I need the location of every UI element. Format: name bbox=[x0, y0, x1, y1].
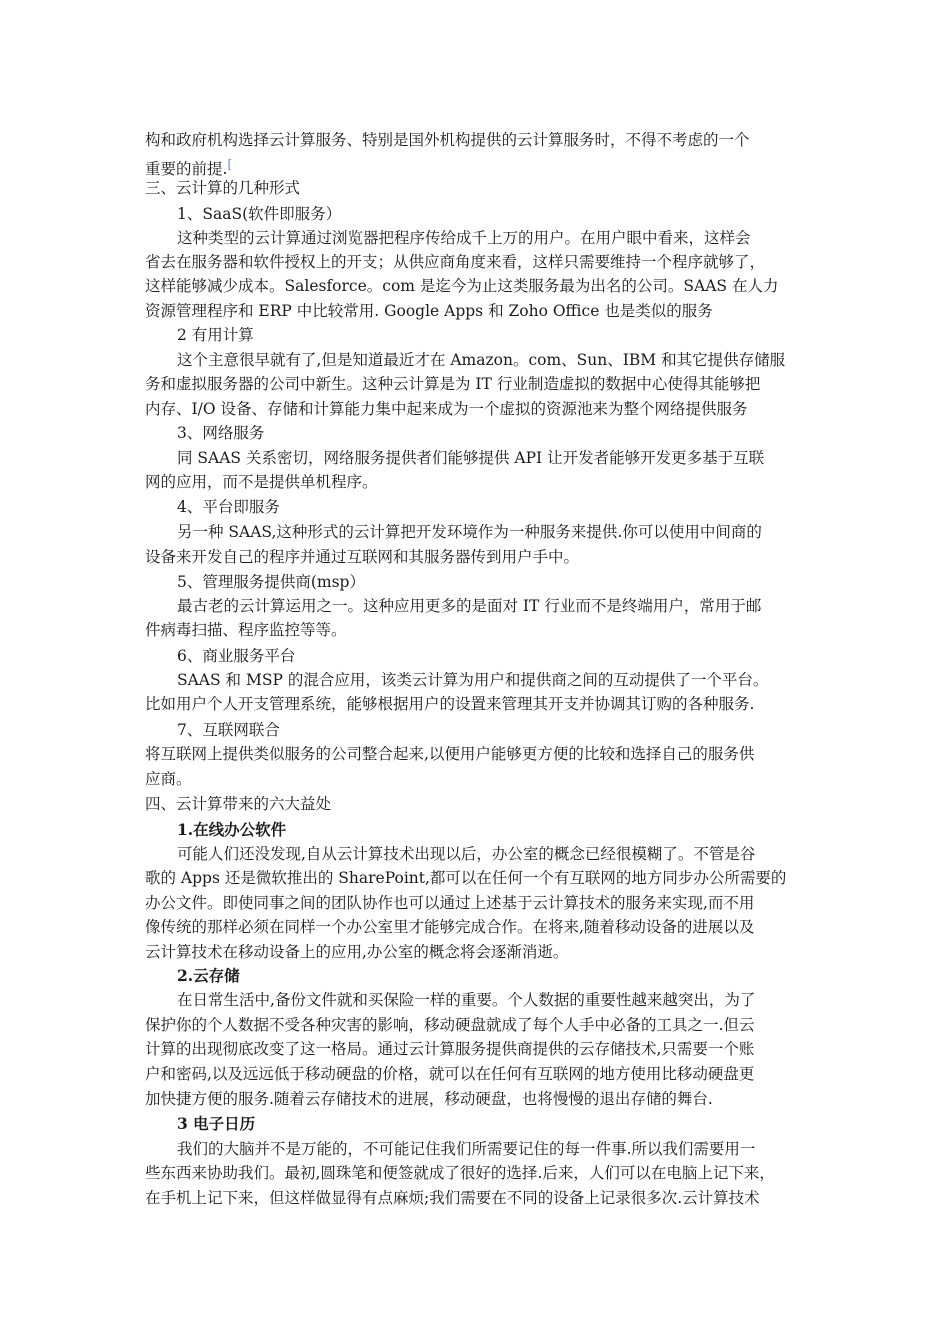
text-line bbox=[177, 668, 768, 692]
line-text: 构和政府机构选择云计算服务、特别是国外机构提供的云计算服务时，不得不考虑的一个 bbox=[145, 131, 750, 149]
section-heading bbox=[177, 818, 286, 842]
line-text: 务和虚拟服务器的公司中新生。这种云计算是为 IT 行业制造虚拟的数据中心使得其能够把 bbox=[145, 375, 761, 393]
line-text: 内存、I/O 设备、存储和计算能力集中起来成为一个虚拟的资源池来为整个网络提供服务 bbox=[145, 400, 748, 418]
line-text: 云计算技术在移动设备上的应用,办公室的概念将会逐渐消逝。 bbox=[145, 943, 569, 961]
line-text: 这种类型的云计算通过浏览器把程序传给成千上万的用户。在用户眼中看来，这样会 bbox=[177, 229, 751, 247]
reference-mark: [ bbox=[227, 157, 233, 171]
text-line bbox=[177, 842, 755, 866]
text-line bbox=[177, 348, 785, 372]
text-line bbox=[145, 372, 760, 396]
line-text: 像传统的那样必须在同样一个办公室里才能够完成合作。在将来,随着移动设备的进展以及 bbox=[145, 918, 755, 936]
line-text: 7、互联网联合 bbox=[177, 721, 280, 739]
line-text: 这样能够减少成本。Salesforce。com 是迄今为止这类服务最为出名的公司。SAAS 在人力 bbox=[145, 277, 779, 295]
text-line bbox=[145, 274, 778, 298]
line-text: 保护你的个人数据不受各种灾害的影响，移动硬盘就成了每个人手中必备的工具之一.但云 bbox=[145, 1016, 755, 1034]
line-text: 件病毒扫描、程序监控等等。 bbox=[145, 621, 347, 639]
text-line bbox=[145, 891, 754, 915]
text-line bbox=[177, 202, 341, 226]
line-text: 计算的出现彻底改变了这一格局。通过云计算服务提供商提供的云存储技术,只需要一个账 bbox=[145, 1040, 755, 1058]
line-text: 6、商业服务平台 bbox=[177, 647, 296, 665]
text-line bbox=[145, 866, 786, 890]
line-text: 在手机上记下来，但这样做显得有点麻烦;我们需要在不同的设备上记录很多次.云计算技术 bbox=[145, 1189, 760, 1207]
text-line bbox=[145, 152, 233, 179]
line-text: 5、管理服务提供商(msp） bbox=[177, 573, 365, 591]
line-text: SAAS 和 MSP 的混合应用，该类云计算为用户和提供商之间的互动提供了一个平台。 bbox=[177, 671, 769, 689]
line-text: 1、SaaS(软件即服务） bbox=[177, 205, 342, 223]
text-line bbox=[145, 250, 765, 274]
text-line bbox=[177, 446, 764, 470]
text-line bbox=[177, 718, 280, 742]
text-line bbox=[177, 323, 254, 347]
text-line bbox=[177, 644, 295, 668]
text-line bbox=[145, 940, 568, 964]
line-text: 三、云计算的几种形式 bbox=[145, 179, 301, 197]
line-text: 另一种 SAAS,这种形式的云计算把开发环境作为一种服务来提供.你可以使用中间商的 bbox=[177, 523, 762, 541]
line-text: 资源管理程序和 ERP 中比较常用. Google Apps 和 Zoho Office 也是类似的服务 bbox=[145, 302, 713, 320]
line-text: 应商。 bbox=[145, 770, 192, 788]
text-line bbox=[145, 1062, 754, 1086]
text-line bbox=[145, 1161, 775, 1185]
line-text: 网的应用，而不是提供单机程序。 bbox=[145, 473, 378, 491]
text-line bbox=[145, 299, 713, 323]
text-line bbox=[145, 128, 750, 152]
section-heading bbox=[177, 1112, 255, 1136]
line-text: 我们的大脑并不是万能的，不可能记住我们所需要记住的每一件事.所以我们需要用一 bbox=[177, 1140, 756, 1158]
line-text: 省去在服务器和软件授权上的开支；从供应商角度来看，这样只需要维持一个程序就够了， bbox=[145, 253, 766, 271]
text-line bbox=[145, 176, 300, 200]
text-line bbox=[145, 792, 331, 816]
text-line bbox=[145, 1037, 754, 1061]
line-text: 2 有用计算 bbox=[177, 326, 254, 344]
line-text: 办公文件。即使同事之间的团队协作也可以通过上述基于云计算技术的服务来实现,而不用 bbox=[145, 894, 755, 912]
line-text: 1.在线办公软件 bbox=[177, 820, 287, 839]
text-line bbox=[145, 1186, 760, 1210]
line-text: 重要的前提. bbox=[145, 160, 228, 179]
text-line bbox=[145, 767, 192, 791]
text-line bbox=[145, 470, 378, 494]
text-line bbox=[177, 594, 761, 618]
line-text: 加快捷方便的服务.随着云存储技术的进展，移动硬盘，也将慢慢的退出存储的舞台. bbox=[145, 1090, 713, 1108]
line-text: 4、平台即服务 bbox=[177, 498, 280, 516]
text-line bbox=[145, 692, 754, 716]
text-line bbox=[177, 520, 762, 544]
line-text: 3、网络服务 bbox=[177, 424, 265, 442]
line-text: 3 电子日历 bbox=[177, 1114, 256, 1133]
text-line bbox=[145, 545, 579, 569]
text-line bbox=[177, 226, 751, 250]
text-line bbox=[177, 421, 264, 445]
line-text: 设备来开发自己的程序并通过互联网和其服务器传到用户手中。 bbox=[145, 548, 580, 566]
line-text: 些东西来协助我们。最初,圆珠笔和便签就成了很好的选择.后来，人们可以在电脑上记下来， bbox=[145, 1164, 775, 1182]
line-text: 歌的 Apps 还是微软推出的 SharePoint,都可以在任何一个有互联网的地方同步办公所需要的 bbox=[145, 869, 787, 887]
line-text: 在日常生活中,备份文件就和买保险一样的重要。个人数据的重要性越来越突出，为了 bbox=[177, 991, 756, 1009]
line-text: 最古老的云计算运用之一。这种应用更多的是面对 IT 行业而不是终端用户，常用于邮 bbox=[177, 597, 762, 615]
text-line bbox=[145, 742, 754, 766]
line-text: 四、云计算带来的六大益处 bbox=[145, 795, 332, 813]
line-text: 可能人们还没发现,自从云计算技术出现以后，办公室的概念已经很模糊了。不管是谷 bbox=[177, 845, 756, 863]
text-line bbox=[145, 915, 754, 939]
text-line bbox=[177, 988, 755, 1012]
text-line bbox=[145, 618, 347, 642]
line-text: 这个主意很早就有了,但是知道最近才在 Amazon。com、Sun、IBM 和其它提供存储服 bbox=[177, 351, 786, 369]
line-text: 同 SAAS 关系密切，网络服务提供者们能够提供 API 让开发者能够开发更多基于互联 bbox=[177, 449, 765, 467]
line-text: 户和密码,以及远远低于移动硬盘的价格，就可以在任何有互联网的地方使用比移动硬盘更 bbox=[145, 1065, 755, 1083]
text-line bbox=[177, 1137, 755, 1161]
line-text: 将互联网上提供类似服务的公司整合起来,以便用户能够更方便的比较和选择自己的服务供 bbox=[145, 745, 755, 763]
text-line bbox=[145, 1087, 713, 1111]
text-line bbox=[177, 570, 365, 594]
text-line bbox=[145, 1013, 754, 1037]
section-heading bbox=[177, 964, 240, 988]
text-line bbox=[145, 397, 747, 421]
text-line bbox=[177, 495, 280, 519]
line-text: 2.云存储 bbox=[177, 966, 240, 985]
line-text: 比如用户个人开支管理系统，能够根据用户的设置来管理其开支并协调其订购的各种服务. bbox=[145, 695, 755, 713]
